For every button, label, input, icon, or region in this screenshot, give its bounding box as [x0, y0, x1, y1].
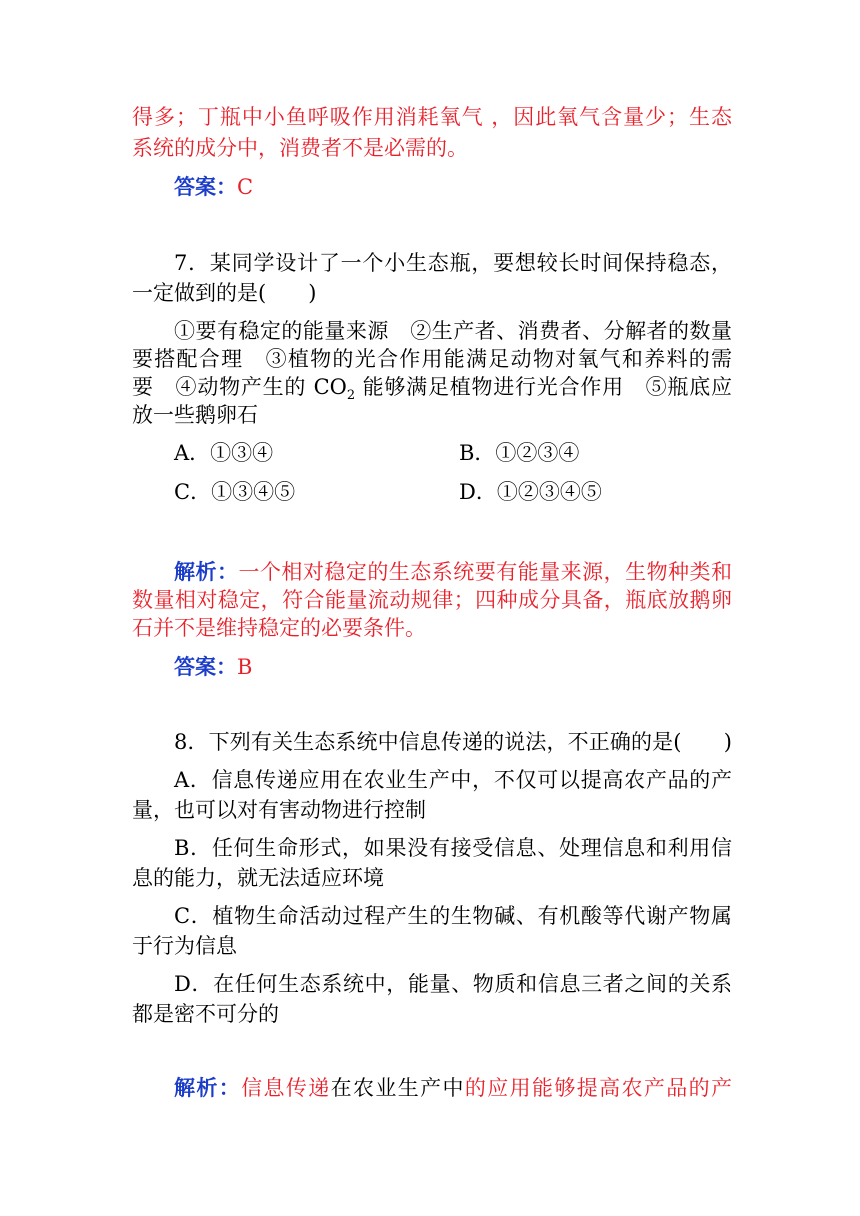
q7-option-a: A．①③④: [174, 441, 274, 465]
q7-explanation-line-3: 石并不是维持稳定的必要条件。: [132, 616, 426, 640]
q8-explanation-part-1: 信息传递: [241, 1076, 331, 1100]
q7-items-line-1: ①要有稳定的能量来源 ②生产者、消费者、分解者的数量: [174, 319, 732, 343]
q6-explanation-line-2: 系统的成分中，消费者不是必需的。: [132, 136, 468, 160]
q7-items-line-4: 放一些鹅卵石: [132, 403, 258, 427]
explanation-label: 解析：: [174, 1075, 242, 1100]
q7-explanation-text-1: 一个相对稳定的生态系统要有能量来源，生物种类和: [238, 560, 733, 584]
q7-option-b: B．①②③④: [459, 441, 580, 465]
q7-items-line-3b: 能够满足植物进行光合作用 ⑤瓶底应: [355, 375, 732, 399]
q8-option-b-line-1: B．任何生命形式，如果没有接受信息、处理信息和利用信: [174, 836, 732, 860]
q6-answer: [174, 172, 732, 202]
q8-option-c-line-2: 于行为信息: [132, 934, 237, 958]
q8-option-c-line-1: C．植物生命活动过程产生的生物碱、有机酸等代谢产物属: [174, 904, 732, 928]
q7-explanation-line-2: 数量相对稳定，符合能量流动规律；四种成分具备，瓶底放鹅卵: [132, 588, 732, 612]
q8-explanation-line-1: [174, 1073, 732, 1103]
answer-value: B: [237, 655, 253, 679]
q7-items-line-3a: 要 ④动物产生的 CO: [132, 375, 347, 399]
q8-option-a-line-1: A．信息传递应用在农业生产中，不仅可以提高农产品的产: [174, 768, 732, 792]
explanation-label: 解析：: [174, 559, 239, 584]
answer-label: 答案：: [174, 174, 237, 199]
q6-explanation-line-1: 得多；丁瓶中小鱼呼吸作用消耗氧气 ，因此氧气含量少；生态: [132, 105, 732, 129]
answer-value: C: [237, 175, 254, 199]
q7-option-d: D．①②③④⑤: [459, 480, 602, 504]
q7-items-line-2: 要搭配合理 ③植物的光合作用能满足动物对氧气和养料的需: [132, 347, 732, 371]
q7-answer: [174, 652, 732, 682]
q8-stem: 8．下列有关生态系统中信息传递的说法，不正确的是( ): [174, 730, 732, 754]
q8-option-a-line-2: 量，也可以对有害动物进行控制: [132, 798, 426, 822]
q7-stem-line-2: 一定做到的是( ): [132, 281, 317, 305]
q7-stem-line-1: 7．某同学设计了一个小生态瓶，要想较长时间保持稳态，: [174, 251, 732, 275]
q8-explanation-part-3: 的应用能够提高农产品的产: [464, 1076, 732, 1100]
answer-label: 答案：: [174, 654, 237, 679]
q8-option-d-line-1: D．在任何生态系统中，能量、物质和信息三者之间的关系: [174, 972, 732, 996]
q8-option-d-line-2: 都是密不可分的: [132, 1002, 279, 1026]
q7-explanation-line-1: [174, 557, 732, 587]
co2-subscript: 2: [346, 388, 356, 404]
q8-explanation-part-2: 在农业生产中: [330, 1076, 465, 1100]
q7-option-c: C．①③④⑤: [174, 480, 296, 504]
q8-option-b-line-2: 息的能力，就无法适应环境: [132, 866, 384, 890]
